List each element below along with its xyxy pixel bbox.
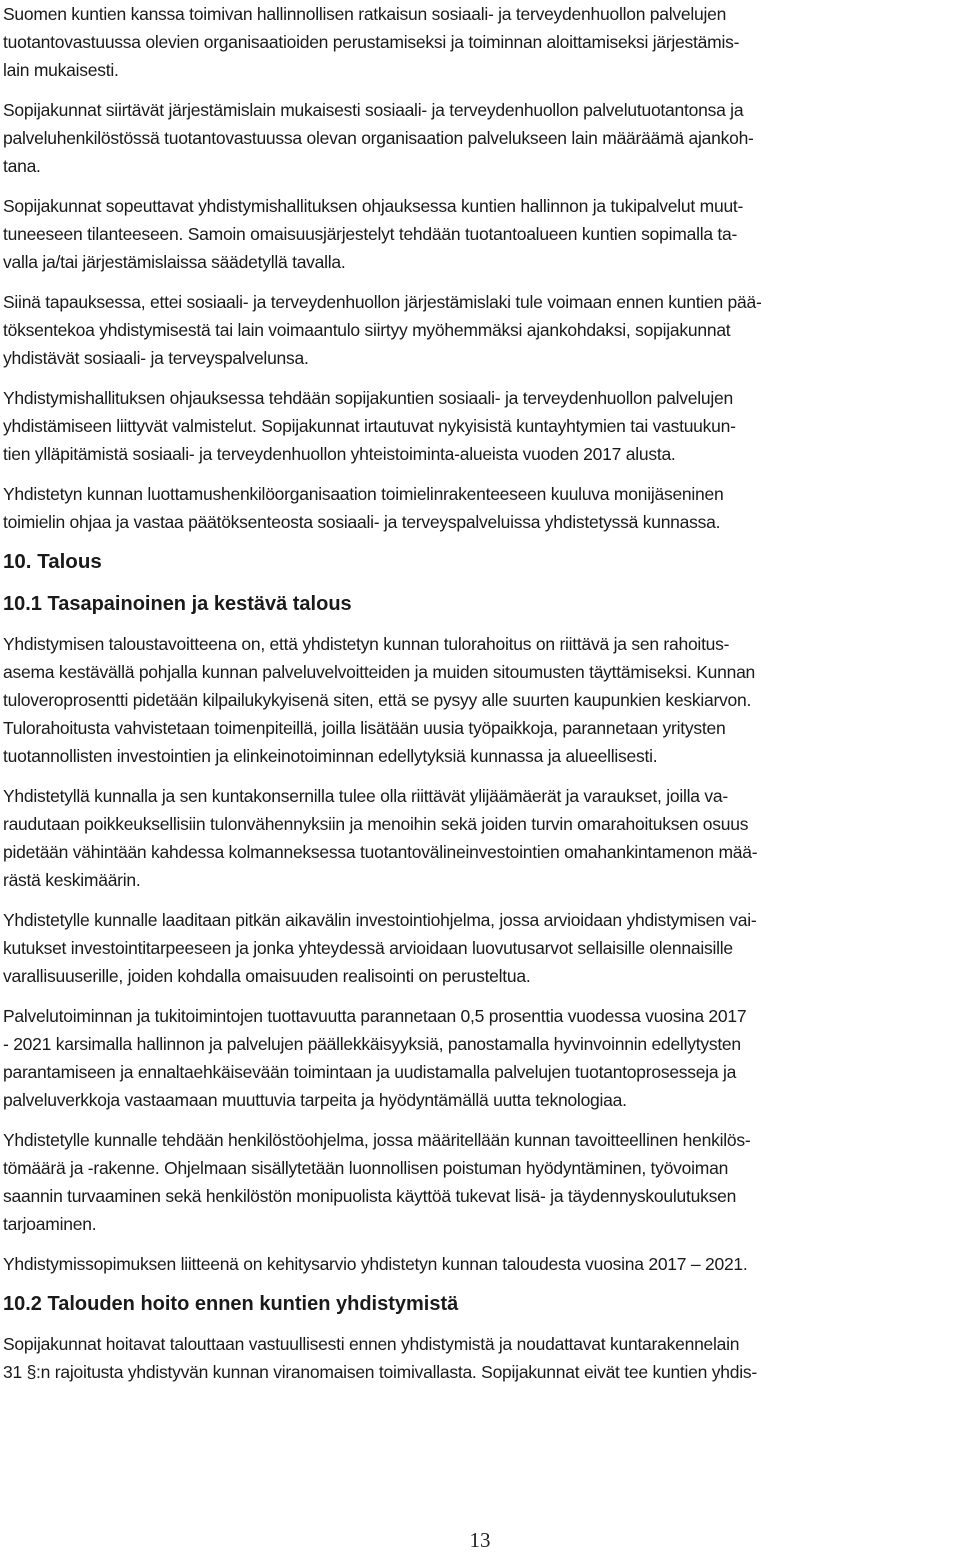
- paragraph: Siinä tapauksessa, ettei sosiaali- ja terveydenhuollon järjestämislaki tule voimaan ennen kuntien pää- töksentekoa yhdistymisestä tai lain voimaantulo siirtyy myöhemmäksi ajankohdaksi, sopijakunnat yhdistävät sosiaali- ja terveyspalvelunsa.: [3, 292, 762, 368]
- paragraph: Yhdistymissopimuksen liitteenä on kehitysarvio yhdistetyn kunnan taloudesta vuosina 2017 – 2021.: [3, 1254, 748, 1274]
- subsection-10-1-paragraphs: [3, 630, 958, 1278]
- page-number: 13: [469, 1528, 491, 1552]
- paragraph: Sopijakunnat sopeuttavat yhdistymishallituksen ohjauksessa kuntien hallinnon ja tukipalvelut muut- tuneeseen tilanteeseen. Samoin omaisuusjärjestelyt tehdään tuotantoalueen kuntien sopimalla ta- valla ja/tai järjestämislaissa säädetyllä tavalla.: [3, 196, 744, 272]
- paragraph: Yhdistetylle kunnalle tehdään henkilöstöohjelma, jossa määritellään kunnan tavoitteellinen henkilös- tömäärä ja -rakenne. Ohjelmaan sisällytetään luonnollisen poistuman hyödyntäminen, työvoiman saannin turvaaminen sekä henkilöstön monipuolista käyttöä tukevat lisä- ja täydennyskoulutuksen tarjoaminen.: [3, 1130, 751, 1234]
- paragraph: Yhdistymishallituksen ohjauksessa tehdään sopijakuntien sosiaali- ja terveydenhuollon palvelujen yhdistämiseen liittyvät valmistelut. Sopijakunnat irtautuvat nykyisistä kuntayhtymien tai vastuukun- tien ylläpitämistä sosiaali- ja terveydenhuollon yhteistoiminta-alueista vuoden 2017 alusta.: [3, 388, 736, 464]
- section-heading-talous: 10. Talous: [3, 550, 102, 573]
- paragraph: Yhdistymisen taloustavoitteena on, että yhdistetyn kunnan tulorahoitus on riittävä ja sen rahoitus- asema kestävällä pohjalla kunnan palveluvelvoitteiden ja muiden sitoumusten täyttämiseksi. Kunnan tuloveroprosentti pidetään kilpailukykyisenä siten, että se pysyy alle suurten kaupunkien keskiarvon. Tulorahoitusta vahvistetaan toimenpiteillä, joilla lisätään uusia työpaikkoja, parannetaan yritysten tuotannollisten investointien ja elinkeinotoiminnan edellytyksiä kunnassa ja alueellisesti.: [3, 634, 756, 766]
- paragraph: Yhdistetyllä kunnalla ja sen kuntakonsernilla tulee olla riittävät ylijäämäerät ja varaukset, joilla va- raudutaan poikkeuksellisiin tulonvähennyksiin ja menoihin sekä joiden turvin omarahoituksen osuus pidetään vähintään kahdessa kolmanneksessa tuotantovälineinvestointien omahankintamenon mää- rästä keskimäärin.: [3, 786, 758, 890]
- paragraph: Sopijakunnat hoitavat talouttaan vastuullisesti ennen yhdistymistä ja noudattavat kuntarakennelain 31 §:n rajoitusta yhdistyvän kunnan viranomaisen toimivallasta. Sopijakunnat eivät tee kuntien yhdis-: [3, 1334, 757, 1382]
- document-page: [3, 0, 958, 1566]
- paragraph: Sopijakunnat siirtävät järjestämislain mukaisesti sosiaali- ja terveydenhuollon palvelutuotantonsa ja palveluhenkilöstössä tuotantovastuussa olevan organisaation palvelukseen lain määräämä ajankoh- tana.: [3, 100, 754, 176]
- paragraph: Palvelutoiminnan ja tukitoimintojen tuottavuutta parannetaan 0,5 prosenttia vuodessa vuosina 2017 - 2021 karsimalla hallinnon ja palvelujen päällekkäisyyksiä, panostamalla hyvinvoinnin edellytysten parantamiseen ja ennaltaehkäisevään toimintaan ja uudistamalla palvelujen tuotantoprosesseja ja palveluverkkoja vastaamaan muuttuvia tarpeita ja hyödyntämällä uutta teknologiaa.: [3, 1006, 747, 1110]
- paragraph: Suomen kuntien kanssa toimivan hallinnollisen ratkaisun sosiaali- ja terveydenhuollon palvelujen tuotantovastuussa olevien organisaatioiden perustamiseksi ja toiminnan aloittamiseksi järjestämis- lain mukaisesti.: [3, 4, 740, 80]
- subsection-10-2-paragraphs: [3, 1330, 958, 1386]
- paragraph: Yhdistetyn kunnan luottamushenkilöorganisaation toimielinrakenteeseen kuuluva monijäseninen toimielin ohjaa ja vastaa päätöksenteosta sosiaali- ja terveyspalveluissa yhdistetyssä kunnassa.: [3, 484, 724, 532]
- subsection-heading-10-2: 10.2 Talouden hoito ennen kuntien yhdistymistä: [3, 1293, 459, 1315]
- subsection-heading-10-1: 10.1 Tasapainoinen ja kestävä talous: [3, 593, 352, 615]
- intro-paragraphs: [3, 0, 958, 536]
- paragraph: Yhdistetylle kunnalle laaditaan pitkän aikavälin investointiohjelma, jossa arvioidaan yhdistymisen vai- kutukset investointitarpeeseen ja jonka yhteydessä arvioidaan luovutusarvot sellaisille olennaisille varallisuuserille, joiden kohdalla omaisuuden realisointi on perusteltua.: [3, 910, 757, 986]
